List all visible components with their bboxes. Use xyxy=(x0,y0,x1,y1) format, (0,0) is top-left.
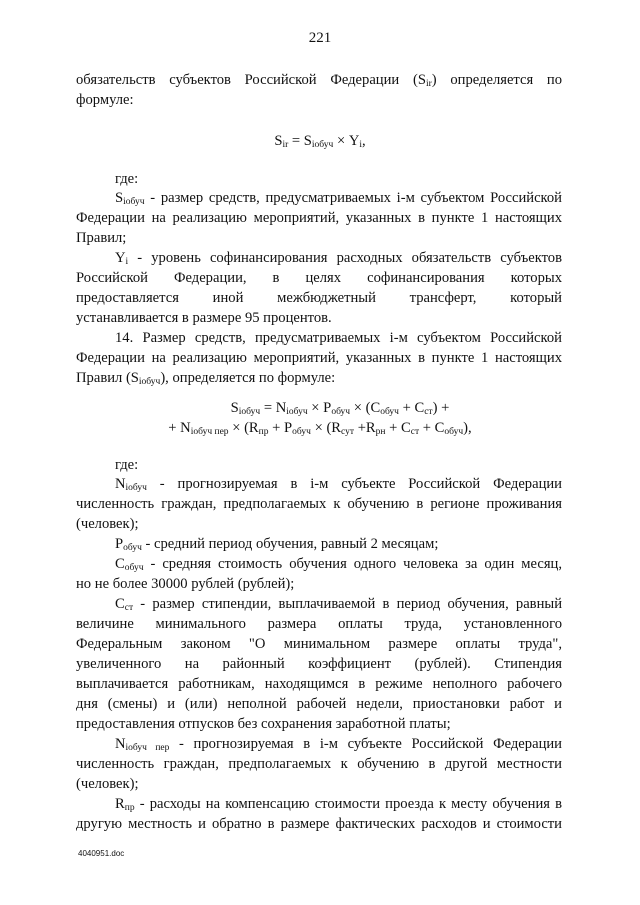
definition-line: предоставления отпусков без сохранения заработной платы; xyxy=(76,716,451,732)
definition-line: дня (смены) и (или) неполной рабочей недели, приостановки работ и xyxy=(76,696,562,712)
definition-line: Федеральным законом "О минимальном размере оплаты труда", xyxy=(76,636,562,652)
formula-siobuch-row1: $S_{iобуч} = N_{iобуч} \times P_{обуч} \times (C_{обуч} + C_{ст})$ + xyxy=(230,400,450,417)
paragraph-14-line: Правил $(S_{iобуч})$, определяется по формуле: xyxy=(76,370,336,387)
definition-line: (человек); xyxy=(76,516,139,532)
definition-line: Правил; xyxy=(76,230,127,246)
text-line: формуле: xyxy=(76,92,134,108)
text-line: обязательств субъектов Российской Федерации $(S_{ir})$ определяется по xyxy=(76,72,562,89)
definition-line: $P_{обуч}$ - средний период обучения, равный 2 месяцам; xyxy=(115,536,439,553)
definition-line: выплачивается работникам, находящимся в режиме неполного рабочего xyxy=(76,676,562,692)
formula-sir: $S_{ir} = S_{iобуч} \times Y_i$, xyxy=(274,133,366,150)
definition-line: (человек); xyxy=(76,776,139,792)
where-label: где: xyxy=(115,457,139,473)
definition-line: Российской Федерации, в целях софинансирования которых xyxy=(76,270,562,286)
definition-line: $C_{обуч}$ - средняя стоимость обучения одного человека за один месяц, xyxy=(115,556,562,573)
definition-line: но не более 30000 рублей (рублей); xyxy=(76,576,295,592)
definition-line: другую местность и обратно в размере фактических расходов и стоимости xyxy=(76,816,562,832)
definition-line: увеличенного на районный коэффициент (рублей). Стипендия xyxy=(76,656,562,672)
definition-line: величине минимального размера оплаты труда, установленного xyxy=(76,616,562,632)
definition-line: численность граждан, предполагаемых к обучению в регионе проживания xyxy=(76,496,562,512)
definition-line: $R_{пр}$ - расходы на компенсацию стоимости проезда к месту обучения в xyxy=(115,796,562,813)
formula-siobuch-row2: + $N_{iобуч пер} \times (R_{пр} + P_{обуч} \times (R_{сут} +R_{рн} + C_{ст} + C_{обуч})$, xyxy=(168,420,472,437)
definition-line: $Y_i$ - уровень софинансирования расходных обязательств субъектов xyxy=(115,250,562,267)
footer-filename: 4040951.doc xyxy=(78,849,125,858)
definition-line: Федерации на реализацию мероприятий, указанных в пункте 1 настоящих xyxy=(76,210,562,226)
paragraph-14-line: 14. Размер средств, предусматриваемых i-м субъектом Российской xyxy=(115,330,562,346)
definition-line: $N_{iобуч пер}$ - прогнозируемая в i-м субъекте Российской Федерации xyxy=(115,736,562,753)
definition-line: $S_{iобуч}$ - размер средств, предусматриваемых i-м субъектом Российской xyxy=(115,190,562,207)
page-number: 221 xyxy=(308,30,332,46)
definition-line: численность граждан, предполагаемых к обучению в другой местности xyxy=(76,756,562,772)
definition-line: $C_{ст}$ - размер стипендии, выплачиваемой в период обучения, равный xyxy=(115,596,562,613)
definition-line: $N_{iобуч}$ - прогнозируемая в i-м субъекте Российской Федерации xyxy=(115,476,562,493)
definition-line: предоставляется иной межбюджетный трансферт, который xyxy=(76,290,562,306)
where-label: где: xyxy=(115,171,139,187)
definition-line: устанавливается в размере 95 процентов. xyxy=(76,310,332,326)
paragraph-14-line: Федерации на реализацию мероприятий, указанных в пункте 1 настоящих xyxy=(76,350,562,366)
